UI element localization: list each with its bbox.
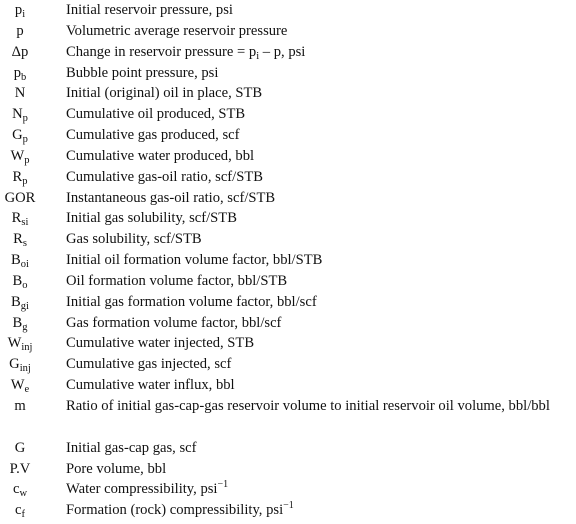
symbol-base: Δp [11,44,29,60]
nomenclature-row [0,502,576,524]
symbol-base: GOR [4,190,36,206]
symbol-base: R [11,210,22,226]
symbol [0,377,40,393]
definition [66,127,572,143]
definition [66,440,572,456]
definition [66,294,572,310]
symbol [0,252,40,268]
definition [66,315,572,331]
symbol [0,231,40,247]
symbol-base: B [12,273,23,289]
symbol [0,127,40,143]
definition [66,23,572,39]
symbol [0,315,40,331]
symbol [0,148,40,164]
definition-text: Formation (rock) compressibility, psi [66,502,284,518]
definition [66,377,572,393]
definition-text: Cumulative water injected, STB [66,335,255,351]
symbol-base: W [10,377,25,393]
nomenclature-row [0,85,576,107]
definition-text: Cumulative oil produced, STB [66,106,246,122]
definition [66,461,572,477]
symbol-subscript: p [22,113,28,124]
symbol-base: G [12,127,23,143]
nomenclature-row [0,440,576,462]
symbol [0,2,40,18]
definition [66,65,572,81]
nomenclature-row [0,190,576,212]
nomenclature-row [0,44,576,66]
definition-text: Cumulative water produced, bbl [66,148,255,164]
definition-text: Volumetric average reservoir pressure [66,23,288,39]
definition-text: Initial reservoir pressure, psi [66,2,233,18]
definition-text: Initial (original) oil in place, STB [66,85,263,101]
symbol-base: W [10,148,25,164]
definition-text-tail: – p, psi [259,44,306,60]
nomenclature-row [0,127,576,149]
definition-superscript: −1 [283,500,294,511]
definition-text: Cumulative gas injected, scf [66,356,232,372]
symbol-base: c [15,502,22,518]
nomenclature-row [0,356,576,378]
symbol [0,335,40,351]
symbol [0,210,40,226]
nomenclature-row [0,169,576,191]
symbol-base: R [12,169,23,185]
symbol-base: G [9,356,20,372]
definition [66,148,572,164]
nomenclature-row [0,273,576,295]
symbol [0,85,40,101]
symbol [0,461,40,477]
symbol [0,65,40,81]
symbol-base: c [12,481,20,497]
definition [66,85,572,101]
definition [66,231,572,247]
symbol-subscript: gi [20,301,29,312]
symbol [0,440,40,456]
definition-text: Cumulative water influx, bbl [66,377,235,393]
symbol [0,44,40,60]
nomenclature-row [0,294,576,316]
definition [66,335,572,351]
definition-text: Cumulative gas produced, scf [66,127,240,143]
symbol-subscript: e [24,384,30,395]
symbol-subscript: inj [21,342,33,353]
symbol-base: N [14,85,26,101]
symbol-subscript: w [19,488,28,499]
symbol-base: m [14,398,26,414]
definition-text: Ratio of initial gas-cap-gas reservoir volume to initial reservoir oil volume, bbl/bbl [66,398,550,414]
definition-superscript: −1 [217,479,229,490]
nomenclature-row [0,23,576,45]
nomenclature-row [0,65,576,87]
symbol [0,106,40,122]
nomenclature-row [0,315,576,337]
nomenclature-row [0,148,576,170]
nomenclature-row [0,252,576,274]
symbol [0,502,40,518]
definition [66,356,572,372]
definition-text: Initial gas-cap gas, scf [66,440,197,456]
definition [66,502,572,518]
definition-text: Bubble point pressure, psi [66,65,219,81]
symbol-subscript: s [22,238,27,249]
symbol-subscript: p [22,176,28,187]
symbol-base: W [7,335,22,351]
symbol-base: B [11,252,21,268]
definition [66,396,572,416]
definition-text: Change in reservoir pressure = p [66,44,257,60]
symbol-subscript: g [22,322,28,333]
symbol [0,398,40,414]
nomenclature-row [0,2,576,24]
symbol-base: p [13,65,22,81]
definition-text: Pore volume, bbl [66,461,167,477]
nomenclature-row [0,210,576,232]
definition-text: Instantaneous gas-oil ratio, scf/STB [66,190,276,206]
definition-subscript: i [256,51,260,62]
definition-text: Cumulative gas-oil ratio, scf/STB [66,169,263,185]
definition-text: Gas solubility, scf/STB [66,231,202,247]
symbol [0,23,40,39]
symbol-subscript: oi [20,259,29,270]
definition [66,481,572,497]
symbol-base: p [16,23,24,39]
definition [66,44,572,60]
symbol-subscript: p [24,155,30,166]
nomenclature-row [0,231,576,253]
definition-text: Water compressibility, psi [66,481,218,497]
symbol-subscript: p [22,134,28,145]
nomenclature-row [0,335,576,357]
symbol-base: p [14,2,23,18]
definition [66,106,572,122]
symbol-base: B [12,315,23,331]
nomenclature-row [0,461,576,483]
definition [66,273,572,289]
definition-text: Gas formation volume factor, bbl/scf [66,315,282,331]
nomenclature-row [0,398,576,420]
symbol-subscript: o [22,280,28,291]
definition [66,2,572,18]
definition-text: Oil formation volume factor, bbl/STB [66,273,288,289]
definition [66,190,572,206]
symbol-base: B [11,294,21,310]
symbol-subscript: f [21,509,25,520]
definition [66,169,572,185]
symbol [0,190,40,206]
definition [66,252,572,268]
symbol-base: P.V [9,461,31,477]
symbol [0,169,40,185]
nomenclature-row [0,106,576,128]
definition-text: Initial gas solubility, scf/STB [66,210,237,226]
symbol [0,273,40,289]
symbol-subscript: i [22,9,26,20]
symbol [0,481,40,497]
symbol-subscript: b [21,72,27,83]
symbol [0,356,40,372]
symbol [0,294,40,310]
definition-text: Initial oil formation volume factor, bbl/STB [66,252,323,268]
symbol-base: R [13,231,23,247]
symbol-subscript: si [21,217,29,228]
symbol-subscript: inj [19,363,31,374]
definition-text: Initial gas formation volume factor, bbl/scf [66,294,317,310]
definition [66,210,572,226]
symbol-base: N [12,106,23,122]
symbol-base: G [14,440,26,456]
